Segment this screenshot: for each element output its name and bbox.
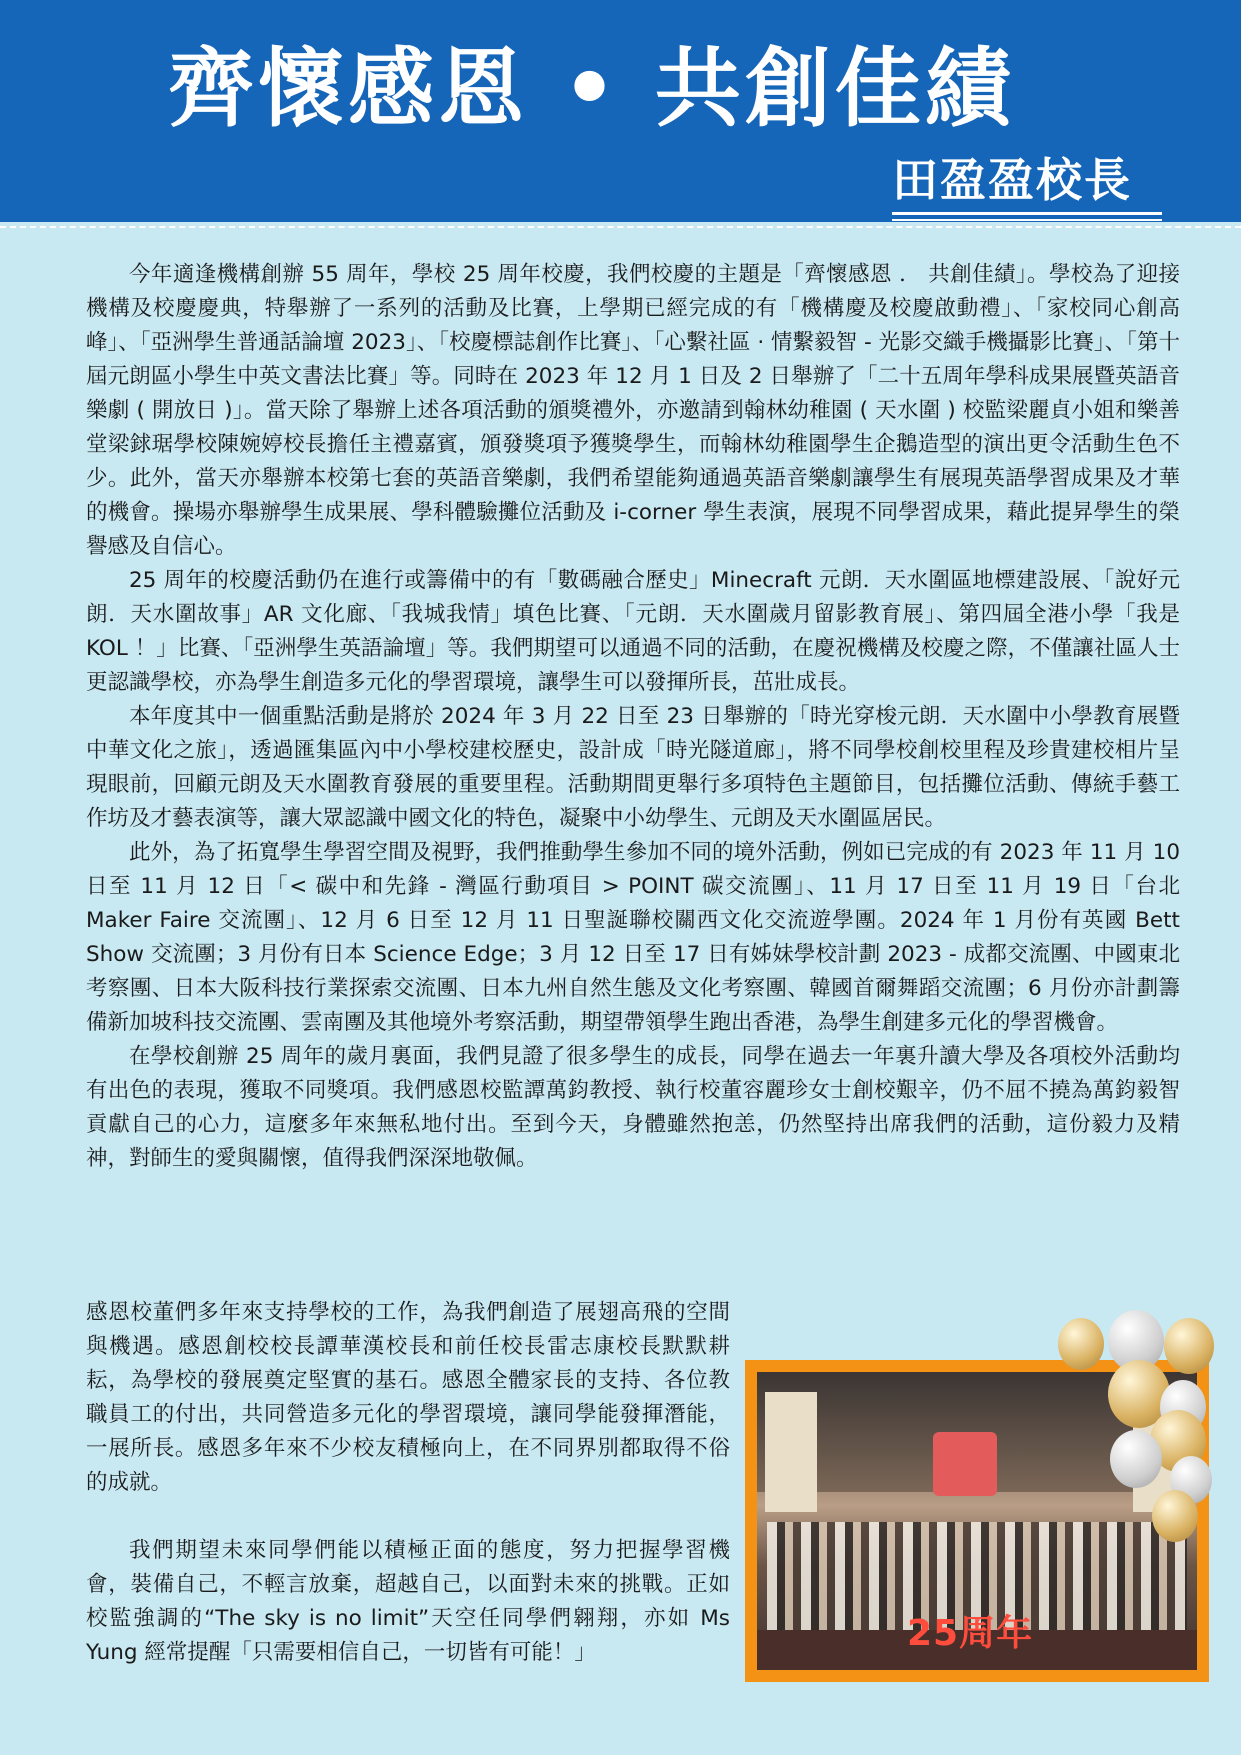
page-title: 齊懷感恩 • 共創佳績 (168, 39, 1015, 139)
paragraph-closing: 我們期望未來同學們能以積極正面的態度，努力把握學習機會，裝備自己，不輕言放棄，超越自己，以面對未來的挑戰。正如校監強調的“The sky is no limit”天空任同學們翱翔，亦如 Ms Yung 經常提醒「只需要相信自己，一切皆有可能！」 (86, 1538, 730, 1665)
photo-balloon-sign (933, 1432, 997, 1496)
balloon-icon (1110, 1430, 1162, 1488)
balloon-icon (1164, 1318, 1214, 1374)
paragraph-5: 在學校創辦 25 周年的歲月裏面，我們見證了很多學生的成長，同學在過去一年裏升讀大學及各項校外活動均有出色的表現，獲取不同獎項。我們感恩校監譚萬鈞教授、執行校董容麗珍女士創校艱辛，仍不屈不撓為萬鈞毅智貢獻自己的心力，這麼多年來無私地付出。至到今天，身體雖然抱恙，仍然堅持出席我們的活動，這份毅力及精神，對師生的愛與關懷，值得我們深深地敬佩。 (86, 1044, 1180, 1171)
author-underline-thin (892, 219, 1162, 221)
header-divider (0, 226, 1241, 228)
paragraph-1: 今年適逢機構創辦 55 周年，學校 25 周年校慶，我們校慶的主題是「齊懷感恩 ． 共創佳績」。學校為了迎接機構及校慶慶典，特舉辦了一系列的活動及比賽，上學期已經完成的有「機構慶及校慶啟動禮」、「家校同心創高峰」、「亞洲學生普通話論壇 2023」、「校慶標誌創作比賽」、「心繫社區 · 情繫毅智 - 光影交織手機攝影比賽」、「第十屆元朗區小學生中英文書法比賽」等。同時在 2023 年 12 月 1 日及 2 日舉辦了「二十五周年學科成果展暨英語音樂劇 ( 開放日 )」。當天除了舉辦上述各項活動的頒獎禮外，亦邀請到翰林幼稚園 ( 天水圍 ) 校監梁麗貞小姐和樂善堂梁銶琚學校陳婉婷校長擔任主禮嘉賓，頒發獎項予獲獎學生，而翰林幼稚園學生企鵝造型的演出更令活動生色不少。此外，當天亦舉辦本校第七套的英語音樂劇，我們希望能夠通過英語音樂劇讓學生有展現英語學習成果及才華的機會。操場亦舉辦學生成果展、學科體驗攤位活動及 i-corner 學生表演，展現不同學習成果，藉此提昇學生的榮譽感及自信心。 (86, 262, 1180, 559)
author-name: 田盈盈校長 (892, 153, 1132, 207)
article-body (86, 258, 1180, 1176)
photo-neon-sign: 25周年 (907, 1613, 1034, 1654)
photo-banner-left (765, 1392, 817, 1512)
balloon-icon (1058, 1318, 1104, 1370)
paragraph-2: 25 周年的校慶活動仍在進行或籌備中的有「數碼融合歷史」Minecraft 元朗．天水圍區地標建設展、「說好元朗．天水圍故事」AR 文化廊、「我城我情」填色比賽、「元朗．天水圍歲月留影教育展」、第四屆全港小學「我是 KOL ！」比賽、「亞洲學生英語論壇」等。我們期望可以通過不同的活動，在慶祝機構及校慶之際，不僅讓社區人士更認識學校，亦為學生創造多元化的學習環境，讓學生可以發揮所長，茁壯成長。 (86, 568, 1180, 695)
paragraph-3: 本年度其中一個重點活動是將於 2024 年 3 月 22 日至 23 日舉辦的「時光穿梭元朗．天水圍中小學教育展暨中華文化之旅」，透過匯集區內中小學校建校歷史，設計成「時光隧道廊」，將不同學校創校里程及珍貴建校相片呈現眼前，回顧元朗及天水圍教育發展的重要里程。活動期間更舉行多項特色主題節目，包括攤位活動、傳統手藝工作坊及才藝表演等，讓大眾認識中國文化的特色，凝聚中小幼學生、元朗及天水圍區居民。 (86, 704, 1180, 831)
paragraph-6: 感恩校董們多年來支持學校的工作，為我們創造了展翅高飛的空間與機遇。感恩創校校長譚華漢校長和前任校長雷志康校長默默耕耘，為學校的發展奠定堅實的基石。感恩全體家長的支持、各位教職員工的付出，共同營造多元化的學習環境，讓同學能發揮潛能，一展所長。感恩多年來不少校友積極向上，在不同界別都取得不俗的成就。 (86, 1300, 730, 1495)
article-side-column (86, 1296, 730, 1670)
balloon-icon (1152, 1490, 1198, 1542)
author-underline (892, 212, 1162, 215)
paragraph-4: 此外，為了拓寬學生學習空間及視野，我們推動學生參加不同的境外活動，例如已完成的有 2023 年 11 月 10 日至 11 月 12 日「< 碳中和先鋒 - 灣區行動項目 > POINT 碳交流團」、11 月 17 日至 11 月 19 日「台北 Maker Faire 交流團」、12 月 6 日至 12 月 11 日聖誕聯校關西文化交流遊學團。2024 年 1 月份有英國 Bett Show 交流團；3 月份有日本 Science Edge；3 月 12 日至 17 日有姊妹學校計劃 2023 - 成都交流團、中國東北考察團、日本大阪科技行業探索交流團、日本九州自然生態及文化考察團、韓國首爾舞蹈交流團；6 月份亦計劃籌備新加坡科技交流團、雲南團及其他境外考察活動，期望帶領學生跑出香港，為學生創建多元化的學習機會。 (86, 840, 1180, 1035)
